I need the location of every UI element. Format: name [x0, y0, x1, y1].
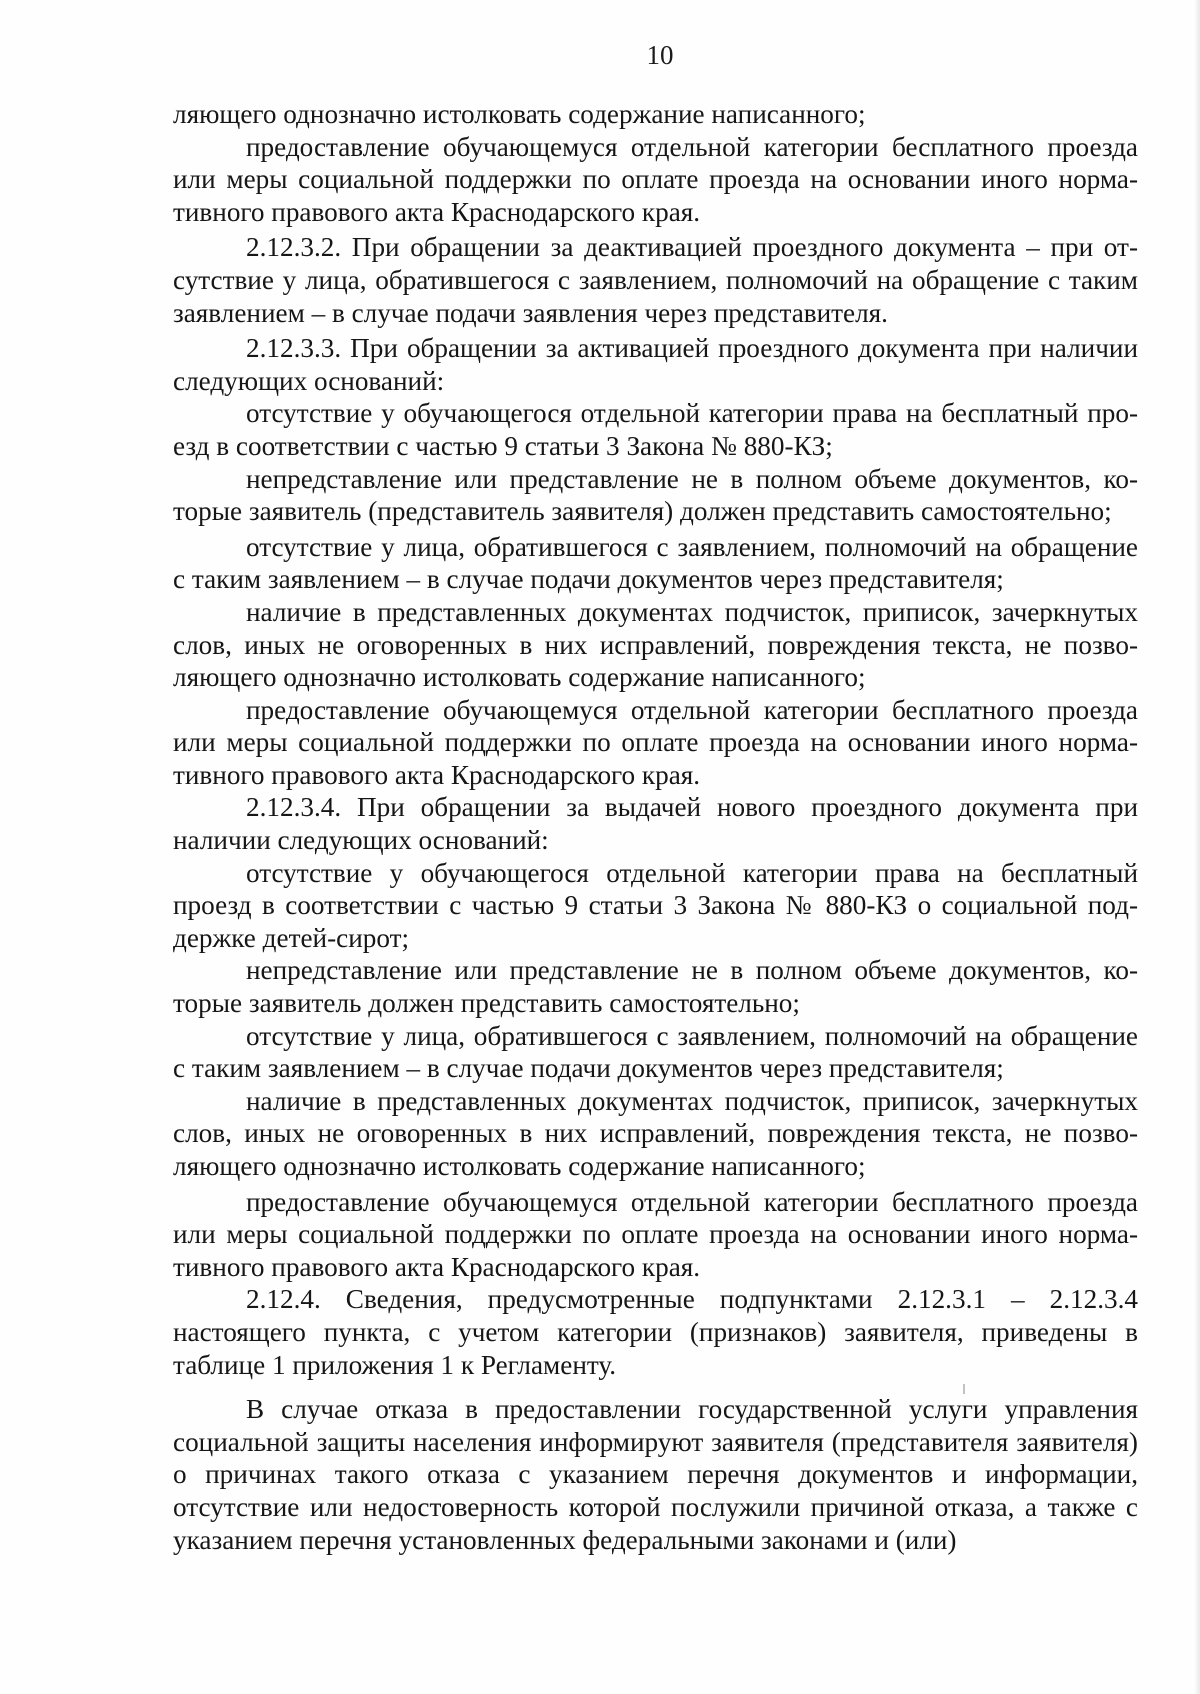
clause-2-12-3-3: 2.12.3.3. При обращении за активацией проездного документа при наличии следующих оснований:	[173, 333, 1138, 396]
scan-speck	[963, 1384, 965, 1394]
page-number: 10	[646, 40, 674, 70]
paragraph: непредставление или представление не в полном объеме документов, которые заявитель (представитель заявителя) должен представить самостоятельно;	[173, 463, 1138, 527]
clause-2-12-3-4: 2.12.3.4. При обращении за выдачей нового проездного документа при наличии следующих оснований:	[173, 792, 1138, 856]
document-body	[173, 98, 1138, 1556]
paragraph: отсутствие у обучающегося отдельной категории права на бесплатный проезд в соответствии с частью 9 статьи 3 Закона № 880-КЗ;	[173, 398, 1138, 461]
scan-edge	[1194, 0, 1200, 1694]
paragraph: непредставление или представление не в полном объеме документов, которые заявитель должен представить самостоятельно;	[173, 955, 1138, 1019]
paragraph: отсутствие у лица, обратившегося с заявлением, полномочий на обращение с таким заявлением – в случае подачи документов через представителя;	[173, 531, 1138, 595]
paragraph: предоставление обучающемуся отдельной категории бесплатного проезда или меры социальной поддержки по оплате проезда на основании иного нормативного правового акта Краснодарского края.	[173, 131, 1138, 227]
clause-2-12-3-2: 2.12.3.2. При обращении за деактивацией проездного документа – при отсутствие у лица, обратившегося с заявлением, полномочий на обращение с таким заявлением – в случае подачи заявления через представителя.	[173, 232, 1138, 328]
paragraph: предоставление обучающемуся отдельной категории бесплатного проезда или меры социальной поддержки по оплате проезда на основании иного нормативного правового акта Краснодарского края.	[173, 694, 1138, 790]
paragraph: отсутствие у лица, обратившегося с заявлением, полномочий на обращение с таким заявлением – в случае подачи документов через представителя;	[173, 1020, 1138, 1084]
paragraph: наличие в представленных документах подчисток, приписок, зачеркнутых слов, иных не оговоренных в них исправлений, повреждения текста, не позволяющего однозначно истолковать содержание написанного;	[173, 596, 1138, 693]
paragraph-continuation: ляющего однозначно истолковать содержание написанного;	[173, 99, 866, 129]
paragraph: отсутствие у обучающегося отдельной категории права на бесплатный проезд в соответствии с частью 9 статьи 3 Закона № 880-КЗ о социальной поддержке детей-сирот;	[173, 857, 1138, 953]
paragraph: наличие в представленных документах подчисток, приписок, зачеркнутых слов, иных не оговоренных в них исправлений, повреждения текста, не позволяющего однозначно истолковать содержание написанного;	[173, 1085, 1138, 1181]
clause-2-12-4: 2.12.4. Сведения, предусмотренные подпунктами 2.12.3.1 – 2.12.3.4 настоящего пункта, с учетом категории (признаков) заявителя, приведены в таблице 1 приложения 1 к Регламенту.	[173, 1284, 1138, 1380]
paragraph: В случае отказа в предоставлении государственной услуги управления социальной защиты населения информируют заявителя (представителя заявителя) о причинах такого отказа с указанием перечня документов и информации, отсутствие или недостоверность которой послужили причиной отказа, а также с указанием перечня установленных федеральными законами и (или)	[173, 1394, 1138, 1555]
paragraph: предоставление обучающемуся отдельной категории бесплатного проезда или меры социальной поддержки по оплате проезда на основании иного нормативного правового акта Краснодарского края.	[173, 1186, 1138, 1282]
